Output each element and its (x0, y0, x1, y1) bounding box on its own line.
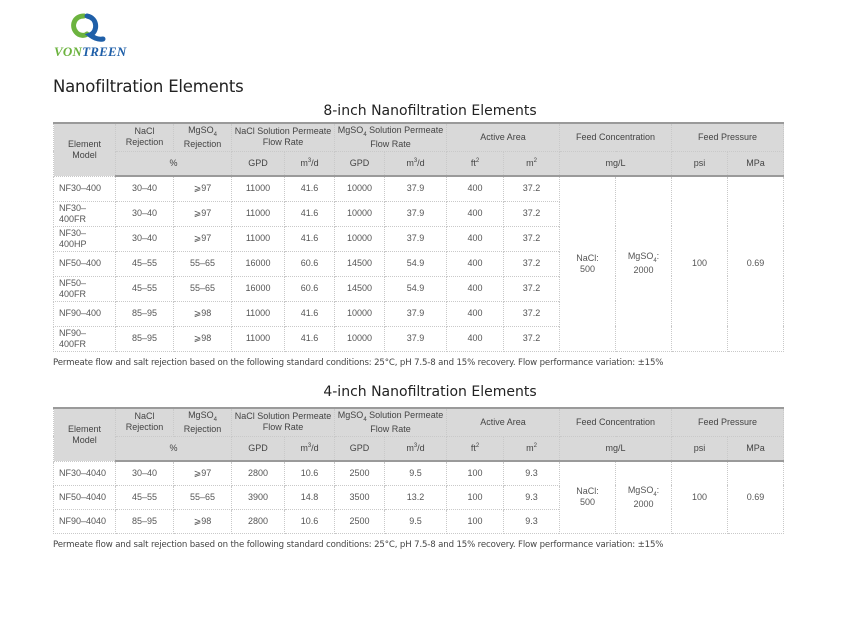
cell-mgso4-gpd: 10000 (335, 176, 385, 201)
cell-m2: 37.2 (504, 226, 560, 251)
unit-gpd: GPD (335, 151, 385, 176)
cell-nacl-gpd: 2800 (232, 509, 285, 533)
unit-m3d (385, 436, 447, 461)
feed-mgso4-subscript: 4 (653, 491, 657, 498)
cell-model: NF50–400 (54, 251, 116, 276)
cell-ft2: 400 (447, 276, 504, 301)
header-text: Flow Rate (370, 138, 411, 149)
cell-nacl-gpd: 3900 (232, 485, 285, 509)
cell-ft2: 400 (447, 301, 504, 326)
feed-mgso4-subscript: 4 (653, 258, 657, 265)
unit-superscript: 2 (533, 442, 537, 449)
header-feed-pressure: Feed Pressure (672, 123, 784, 151)
cell-ft2: 400 (447, 326, 504, 351)
cell-nacl-m3d: 60.6 (285, 276, 335, 301)
cell-mgso4-gpd: 10000 (335, 226, 385, 251)
cell-mgso4-rej: ⩾97 (174, 176, 232, 201)
unit-text: /d (417, 157, 425, 168)
header-text: Solution Permeate (366, 409, 444, 420)
brand-name-treen: TREEN (82, 44, 127, 59)
header-nacl-rejection (116, 408, 174, 436)
cell-mgso4-rej: ⩾98 (174, 509, 232, 533)
feed-nacl-value: 500 (579, 497, 596, 508)
header-nacl-rejection (116, 123, 174, 151)
header-text: Rejection (183, 138, 222, 149)
cell-mgso4-rej: ⩾97 (174, 226, 232, 251)
cell-nacl-rej: 85–95 (116, 326, 174, 351)
feed-mgso4-label: MgSO (627, 251, 654, 262)
cell-m2: 9.3 (504, 461, 560, 485)
cell-m2: 37.2 (504, 251, 560, 276)
cell-mgso4-m3d: 13.2 (385, 485, 447, 509)
cell-m2: 37.2 (504, 326, 560, 351)
unit-m2 (504, 436, 560, 461)
unit-superscript: 2 (533, 157, 537, 164)
cell-nacl-m3d: 41.6 (285, 201, 335, 226)
cell-model: NF50–4040 (54, 485, 116, 509)
cell-mgso4-gpd: 3500 (335, 485, 385, 509)
cell-mgso4-rej: 55–65 (174, 251, 232, 276)
cell-nacl-rej: 85–95 (116, 509, 174, 533)
cell-model: NF50–400FR (54, 276, 116, 301)
cell-mgso4-m3d: 37.9 (385, 326, 447, 351)
feed-nacl-value: 500 (579, 263, 596, 274)
cell-mgso4-rej: ⩾98 (174, 301, 232, 326)
cell-m2: 37.2 (504, 201, 560, 226)
unit-m3d (385, 151, 447, 176)
feed-mgso4-colon: : (656, 251, 660, 262)
header-text: Flow Rate (262, 137, 304, 148)
header-text: NaCl (134, 411, 155, 422)
spec-table-8-inch (53, 122, 784, 352)
unit-text: m (526, 157, 534, 168)
cell-feed-nacl (560, 176, 616, 351)
cell-model: NF90–4040 (54, 509, 116, 533)
cell-model: NF90–400 (54, 301, 116, 326)
header-element-model: Element Model (54, 123, 116, 176)
table-title-8-inch: 8-inch Nanofiltration Elements (323, 103, 537, 119)
cell-mgso4-m3d: 37.9 (385, 176, 447, 201)
spec-table-4-inch (53, 407, 784, 534)
cell-model: NF30–400HP (54, 226, 116, 251)
header-text: MgSO (337, 409, 364, 420)
header-text: Rejection (125, 422, 164, 433)
header-text: MgSO (188, 409, 214, 420)
unit-text: m (406, 442, 414, 453)
cell-ft2: 400 (447, 226, 504, 251)
unit-m2 (504, 151, 560, 176)
brand-name-von: VON (54, 44, 83, 59)
cell-mgso4-m3d: 54.9 (385, 251, 447, 276)
cell-nacl-gpd: 2800 (232, 461, 285, 485)
table-row (54, 461, 784, 485)
cell-nacl-gpd: 11000 (232, 326, 285, 351)
feed-mgso4-value: 2000 (633, 265, 654, 276)
feed-mgso4-label: MgSO (627, 484, 654, 495)
cell-ft2: 400 (447, 201, 504, 226)
feed-nacl-label: NaCl: (576, 486, 599, 497)
cell-ft2: 100 (447, 461, 504, 485)
header-feed-pressure: Feed Pressure (672, 408, 784, 436)
header-active-area: Active Area (447, 408, 560, 436)
cell-nacl-rej: 30–40 (116, 201, 174, 226)
unit-text: /d (417, 442, 425, 453)
cell-nacl-rej: 30–40 (116, 461, 174, 485)
table-row (54, 176, 784, 201)
cell-nacl-gpd: 11000 (232, 226, 285, 251)
cell-mgso4-m3d: 54.9 (385, 276, 447, 301)
cell-mgso4-gpd: 2500 (335, 461, 385, 485)
unit-percent: % (116, 151, 232, 176)
cell-mgso4-gpd: 14500 (335, 251, 385, 276)
table-note-8-inch: Permeate flow and salt rejection based on the following standard conditions: 25°C, pH 7.5-8 and 15% recovery. Flow performance variation: ±15% (53, 358, 664, 368)
header-text: Solution Permeate (366, 124, 444, 135)
cell-nacl-gpd: 11000 (232, 301, 285, 326)
unit-mgl: mg/L (560, 151, 672, 176)
cell-feed-mgso4 (616, 176, 672, 351)
cell-nacl-m3d: 41.6 (285, 226, 335, 251)
header-mgso4-rejection (174, 123, 232, 151)
cell-nacl-m3d: 41.6 (285, 301, 335, 326)
cell-ft2: 100 (447, 509, 504, 533)
header-mgso4-rejection (174, 408, 232, 436)
cell-nacl-gpd: 11000 (232, 176, 285, 201)
cell-m2: 37.2 (504, 176, 560, 201)
cell-nacl-gpd: 16000 (232, 276, 285, 301)
unit-superscript: 2 (475, 442, 480, 449)
cell-mgso4-gpd: 10000 (335, 201, 385, 226)
unit-text: m (526, 442, 534, 453)
cell-model: NF30–4040 (54, 461, 116, 485)
cell-feed-mpa: 0.69 (728, 461, 784, 533)
unit-text: /d (311, 442, 319, 453)
cell-nacl-rej: 30–40 (116, 226, 174, 251)
cell-mgso4-m3d: 37.9 (385, 226, 447, 251)
cell-mgso4-m3d: 37.9 (385, 201, 447, 226)
unit-mpa: MPa (728, 151, 784, 176)
cell-model: NF90–400FR (54, 326, 116, 351)
cell-nacl-gpd: 16000 (232, 251, 285, 276)
cell-nacl-m3d: 41.6 (285, 326, 335, 351)
cell-m2: 37.2 (504, 301, 560, 326)
unit-text: m (300, 157, 308, 168)
header-active-area: Active Area (447, 123, 560, 151)
table-body (54, 176, 784, 351)
table-title-4-inch: 4-inch Nanofiltration Elements (323, 384, 537, 400)
header-text: Rejection (183, 423, 222, 434)
header-feed-concentration: Feed Concentration (560, 123, 672, 151)
brand-wordmark (54, 44, 126, 60)
cell-m2: 9.3 (504, 509, 560, 533)
cell-nacl-m3d: 60.6 (285, 251, 335, 276)
header-feed-concentration: Feed Concentration (560, 408, 672, 436)
unit-m3d (285, 151, 335, 176)
header-subscript: 4 (363, 416, 367, 423)
feed-mgso4-colon: : (656, 484, 660, 495)
unit-text: m (300, 442, 308, 453)
feed-mgso4-value: 2000 (633, 498, 654, 509)
unit-psi: psi (672, 436, 728, 461)
header-text: NaCl Solution Permeate (234, 411, 332, 422)
header-subscript: 4 (363, 131, 367, 138)
header-nacl-flow (232, 123, 335, 151)
cell-nacl-m3d: 10.6 (285, 509, 335, 533)
cell-mgso4-rej: 55–65 (174, 276, 232, 301)
cell-mgso4-gpd: 10000 (335, 326, 385, 351)
cell-ft2: 100 (447, 485, 504, 509)
cell-feed-mpa: 0.69 (728, 176, 784, 351)
cell-mgso4-rej: ⩾97 (174, 201, 232, 226)
cell-nacl-gpd: 11000 (232, 201, 285, 226)
unit-psi: psi (672, 151, 728, 176)
unit-mpa: MPa (728, 436, 784, 461)
cell-mgso4-m3d: 37.9 (385, 301, 447, 326)
header-text: Flow Rate (370, 423, 411, 434)
header-text: NaCl Solution Permeate (234, 126, 332, 137)
cell-feed-psi: 100 (672, 176, 728, 351)
unit-ft2 (447, 436, 504, 461)
cell-m2: 37.2 (504, 276, 560, 301)
table-body (54, 461, 784, 533)
cell-mgso4-gpd: 2500 (335, 509, 385, 533)
table-note-4-inch: Permeate flow and salt rejection based on the following standard conditions: 25°C, pH 7.5-8 and 15% recovery. Flow performance variation: ±15% (53, 540, 664, 550)
unit-superscript: 3 (413, 157, 418, 164)
unit-m3d (285, 436, 335, 461)
cell-nacl-m3d: 41.6 (285, 176, 335, 201)
cell-nacl-m3d: 10.6 (285, 461, 335, 485)
cell-ft2: 400 (447, 251, 504, 276)
unit-superscript: 3 (307, 442, 312, 449)
unit-text: /d (311, 157, 319, 168)
cell-feed-nacl (560, 461, 616, 533)
header-text: MgSO (337, 124, 364, 135)
unit-text: m (406, 157, 414, 168)
unit-gpd: GPD (232, 436, 285, 461)
cell-feed-mgso4 (616, 461, 672, 533)
cell-nacl-rej: 45–55 (116, 251, 174, 276)
unit-ft2 (447, 151, 504, 176)
cell-mgso4-m3d: 9.5 (385, 461, 447, 485)
cell-nacl-rej: 30–40 (116, 176, 174, 201)
cell-mgso4-gpd: 10000 (335, 301, 385, 326)
header-element-model: Element Model (54, 408, 116, 461)
header-mgso4-flow (335, 123, 447, 151)
cell-nacl-rej: 85–95 (116, 301, 174, 326)
cell-m2: 9.3 (504, 485, 560, 509)
unit-percent: % (116, 436, 232, 461)
unit-gpd: GPD (335, 436, 385, 461)
page-title: Nanofiltration Elements (53, 77, 244, 96)
cell-model: NF30–400FR (54, 201, 116, 226)
cell-nacl-rej: 45–55 (116, 485, 174, 509)
cell-mgso4-m3d: 9.5 (385, 509, 447, 533)
header-text: Flow Rate (262, 422, 304, 433)
cell-model: NF30–400 (54, 176, 116, 201)
unit-superscript: 3 (413, 442, 418, 449)
cell-mgso4-gpd: 14500 (335, 276, 385, 301)
header-text: MgSO (188, 124, 214, 135)
header-text: Rejection (125, 137, 164, 148)
unit-text: ft (470, 442, 476, 453)
cell-mgso4-rej: ⩾98 (174, 326, 232, 351)
header-nacl-flow (232, 408, 335, 436)
cell-nacl-m3d: 14.8 (285, 485, 335, 509)
unit-mgl: mg/L (560, 436, 672, 461)
cell-mgso4-rej: ⩾97 (174, 461, 232, 485)
cell-feed-psi: 100 (672, 461, 728, 533)
header-subscript: 4 (213, 131, 217, 138)
header-mgso4-flow (335, 408, 447, 436)
cell-nacl-rej: 45–55 (116, 276, 174, 301)
unit-superscript: 3 (307, 157, 312, 164)
unit-superscript: 2 (475, 157, 480, 164)
header-text: NaCl (134, 126, 155, 137)
cell-mgso4-rej: 55–65 (174, 485, 232, 509)
header-subscript: 4 (213, 416, 217, 423)
unit-text: ft (470, 157, 476, 168)
feed-nacl-label: NaCl: (576, 252, 599, 263)
cell-ft2: 400 (447, 176, 504, 201)
unit-gpd: GPD (232, 151, 285, 176)
